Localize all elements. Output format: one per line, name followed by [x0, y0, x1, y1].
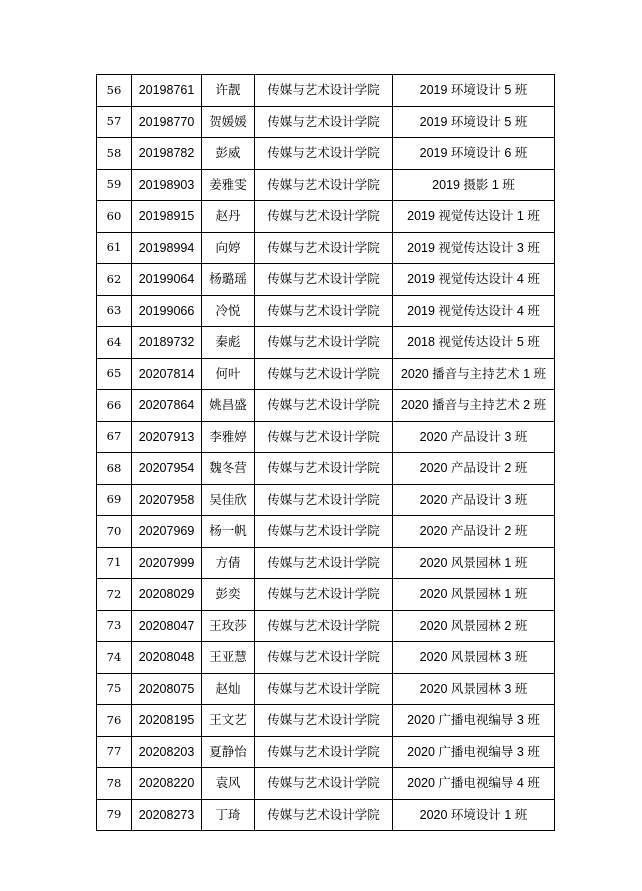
student-roster-table — [96, 74, 555, 831]
table-row — [97, 264, 555, 296]
class-cell: 2019 视觉传达设计 1 班 — [393, 201, 555, 233]
student-name-cell: 秦彪 — [202, 327, 255, 359]
table-row — [97, 642, 555, 674]
student-name-cell: 魏冬营 — [202, 453, 255, 485]
student-name-cell: 赵灿 — [202, 673, 255, 705]
student-name-cell: 赵丹 — [202, 201, 255, 233]
college-cell: 传媒与艺术设计学院 — [255, 295, 393, 327]
student-id-cell: 20208220 — [132, 768, 202, 800]
class-cell: 2020 环境设计 1 班 — [393, 799, 555, 831]
row-number-cell: 64 — [97, 327, 132, 359]
student-id-cell: 20208047 — [132, 610, 202, 642]
student-name-cell: 冷悦 — [202, 295, 255, 327]
row-number-cell: 66 — [97, 390, 132, 422]
college-cell: 传媒与艺术设计学院 — [255, 327, 393, 359]
student-id-cell: 20199064 — [132, 264, 202, 296]
row-number-cell: 67 — [97, 421, 132, 453]
row-number-cell: 70 — [97, 516, 132, 548]
student-id-cell: 20208029 — [132, 579, 202, 611]
class-cell: 2020 产品设计 3 班 — [393, 421, 555, 453]
college-cell: 传媒与艺术设计学院 — [255, 453, 393, 485]
row-number-cell: 71 — [97, 547, 132, 579]
college-cell: 传媒与艺术设计学院 — [255, 736, 393, 768]
class-cell: 2020 风景园林 1 班 — [393, 547, 555, 579]
student-name-cell: 贺媛媛 — [202, 106, 255, 138]
college-cell: 传媒与艺术设计学院 — [255, 358, 393, 390]
table-row — [97, 799, 555, 831]
student-id-cell: 20208048 — [132, 642, 202, 674]
student-id-cell: 20198903 — [132, 169, 202, 201]
table-row — [97, 673, 555, 705]
student-name-cell: 向婷 — [202, 232, 255, 264]
class-cell: 2018 视觉传达设计 5 班 — [393, 327, 555, 359]
college-cell: 传媒与艺术设计学院 — [255, 673, 393, 705]
college-cell: 传媒与艺术设计学院 — [255, 484, 393, 516]
student-name-cell: 袁风 — [202, 768, 255, 800]
table-row — [97, 516, 555, 548]
student-name-cell: 许靓 — [202, 75, 255, 107]
college-cell: 传媒与艺术设计学院 — [255, 705, 393, 737]
student-id-cell: 20198761 — [132, 75, 202, 107]
college-cell: 传媒与艺术设计学院 — [255, 547, 393, 579]
class-cell: 2020 风景园林 3 班 — [393, 673, 555, 705]
table-row — [97, 295, 555, 327]
row-number-cell: 72 — [97, 579, 132, 611]
table-row — [97, 610, 555, 642]
student-id-cell: 20208273 — [132, 799, 202, 831]
college-cell: 传媒与艺术设计学院 — [255, 390, 393, 422]
row-number-cell: 62 — [97, 264, 132, 296]
college-cell: 传媒与艺术设计学院 — [255, 232, 393, 264]
class-cell: 2019 环境设计 5 班 — [393, 75, 555, 107]
student-id-cell: 20189732 — [132, 327, 202, 359]
student-id-cell: 20207999 — [132, 547, 202, 579]
row-number-cell: 74 — [97, 642, 132, 674]
table-row — [97, 232, 555, 264]
student-name-cell: 丁琦 — [202, 799, 255, 831]
student-id-cell: 20198915 — [132, 201, 202, 233]
roster-body — [97, 75, 555, 831]
student-id-cell: 20208075 — [132, 673, 202, 705]
student-name-cell: 王文艺 — [202, 705, 255, 737]
student-id-cell: 20198782 — [132, 138, 202, 170]
row-number-cell: 77 — [97, 736, 132, 768]
student-id-cell: 20198994 — [132, 232, 202, 264]
class-cell: 2019 环境设计 5 班 — [393, 106, 555, 138]
class-cell: 2020 产品设计 2 班 — [393, 516, 555, 548]
table-row — [97, 169, 555, 201]
student-name-cell: 杨璐瑶 — [202, 264, 255, 296]
table-row — [97, 138, 555, 170]
table-row — [97, 768, 555, 800]
student-id-cell: 20207954 — [132, 453, 202, 485]
row-number-cell: 58 — [97, 138, 132, 170]
student-name-cell: 姚昌盛 — [202, 390, 255, 422]
student-id-cell: 20207958 — [132, 484, 202, 516]
table-row — [97, 327, 555, 359]
table-row — [97, 579, 555, 611]
row-number-cell: 78 — [97, 768, 132, 800]
college-cell: 传媒与艺术设计学院 — [255, 201, 393, 233]
college-cell: 传媒与艺术设计学院 — [255, 106, 393, 138]
college-cell: 传媒与艺术设计学院 — [255, 421, 393, 453]
row-number-cell: 75 — [97, 673, 132, 705]
table-row — [97, 547, 555, 579]
table-row — [97, 421, 555, 453]
row-number-cell: 63 — [97, 295, 132, 327]
row-number-cell: 76 — [97, 705, 132, 737]
row-number-cell: 61 — [97, 232, 132, 264]
class-cell: 2019 视觉传达设计 3 班 — [393, 232, 555, 264]
student-id-cell: 20199066 — [132, 295, 202, 327]
table-row — [97, 736, 555, 768]
student-name-cell: 王玫莎 — [202, 610, 255, 642]
college-cell: 传媒与艺术设计学院 — [255, 169, 393, 201]
student-id-cell: 20207864 — [132, 390, 202, 422]
student-name-cell: 王亚慧 — [202, 642, 255, 674]
row-number-cell: 73 — [97, 610, 132, 642]
class-cell: 2019 摄影 1 班 — [393, 169, 555, 201]
table-row — [97, 106, 555, 138]
class-cell: 2020 产品设计 2 班 — [393, 453, 555, 485]
class-cell: 2020 风景园林 1 班 — [393, 579, 555, 611]
row-number-cell: 59 — [97, 169, 132, 201]
college-cell: 传媒与艺术设计学院 — [255, 138, 393, 170]
college-cell: 传媒与艺术设计学院 — [255, 642, 393, 674]
student-name-cell: 姜雅雯 — [202, 169, 255, 201]
class-cell: 2020 播音与主持艺术 2 班 — [393, 390, 555, 422]
table-row — [97, 75, 555, 107]
row-number-cell: 60 — [97, 201, 132, 233]
table-row — [97, 358, 555, 390]
table-row — [97, 453, 555, 485]
table-row — [97, 201, 555, 233]
class-cell: 2019 视觉传达设计 4 班 — [393, 295, 555, 327]
student-id-cell: 20208195 — [132, 705, 202, 737]
row-number-cell: 57 — [97, 106, 132, 138]
college-cell: 传媒与艺术设计学院 — [255, 264, 393, 296]
student-id-cell: 20198770 — [132, 106, 202, 138]
table-row — [97, 705, 555, 737]
college-cell: 传媒与艺术设计学院 — [255, 75, 393, 107]
college-cell: 传媒与艺术设计学院 — [255, 516, 393, 548]
student-name-cell: 彭威 — [202, 138, 255, 170]
class-cell: 2020 播音与主持艺术 1 班 — [393, 358, 555, 390]
row-number-cell: 65 — [97, 358, 132, 390]
class-cell: 2020 风景园林 3 班 — [393, 642, 555, 674]
student-name-cell: 李雅婷 — [202, 421, 255, 453]
college-cell: 传媒与艺术设计学院 — [255, 610, 393, 642]
student-name-cell: 吴佳欣 — [202, 484, 255, 516]
class-cell: 2019 视觉传达设计 4 班 — [393, 264, 555, 296]
college-cell: 传媒与艺术设计学院 — [255, 579, 393, 611]
student-id-cell: 20207913 — [132, 421, 202, 453]
college-cell: 传媒与艺术设计学院 — [255, 768, 393, 800]
college-cell: 传媒与艺术设计学院 — [255, 799, 393, 831]
student-name-cell: 方倩 — [202, 547, 255, 579]
student-id-cell: 20207969 — [132, 516, 202, 548]
student-name-cell: 彭奕 — [202, 579, 255, 611]
row-number-cell: 69 — [97, 484, 132, 516]
class-cell: 2020 风景园林 2 班 — [393, 610, 555, 642]
student-id-cell: 20208203 — [132, 736, 202, 768]
row-number-cell: 79 — [97, 799, 132, 831]
class-cell: 2020 产品设计 3 班 — [393, 484, 555, 516]
class-cell: 2020 广播电视编导 3 班 — [393, 736, 555, 768]
class-cell: 2019 环境设计 6 班 — [393, 138, 555, 170]
student-name-cell: 杨一帆 — [202, 516, 255, 548]
student-id-cell: 20207814 — [132, 358, 202, 390]
student-name-cell: 夏静怡 — [202, 736, 255, 768]
class-cell: 2020 广播电视编导 4 班 — [393, 768, 555, 800]
class-cell: 2020 广播电视编导 3 班 — [393, 705, 555, 737]
table-row — [97, 390, 555, 422]
row-number-cell: 68 — [97, 453, 132, 485]
table-row — [97, 484, 555, 516]
student-name-cell: 何叶 — [202, 358, 255, 390]
row-number-cell: 56 — [97, 75, 132, 107]
